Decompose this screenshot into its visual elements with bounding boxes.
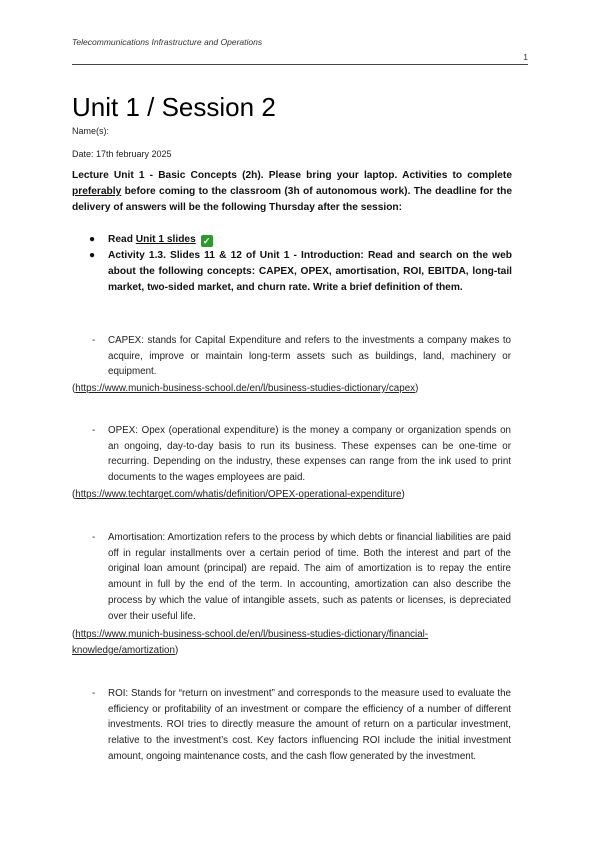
dash-marker: - bbox=[92, 425, 96, 436]
bullet-read-slides bbox=[89, 232, 512, 248]
date-line: Date: 17th february 2025 bbox=[72, 149, 172, 159]
intro-part1: Lecture Unit 1 - Basic Concepts (2h). Please bring your laptop. Activities to complete bbox=[72, 170, 512, 181]
page-title: Unit 1 / Session 2 bbox=[72, 92, 276, 122]
header-rule bbox=[72, 64, 528, 65]
source-link-opex[interactable]: https://www.techtarget.com/whatis/definition/OPEX-operational-expenditure bbox=[75, 489, 402, 500]
bullet-dot-icon: ● bbox=[89, 250, 96, 261]
bullet-read-prefix: Read bbox=[108, 234, 136, 245]
definition-text: OPEX: Opex (operational expenditure) is the money a company or organization spends on an ongoing, day-to-day basis to run its business. These expenses can be one-time or recurring. Depending on the industry, these expenses can range from the ink used to print documents to the wages employees are paid. bbox=[108, 425, 511, 484]
source-link-amortisation[interactable]: https://www.munich-business-school.de/en/l/business-studies-dictionary/financial-knowledge/amortization bbox=[72, 629, 429, 656]
intro-emphasis: preferably bbox=[72, 186, 122, 197]
definition-roi bbox=[92, 686, 511, 765]
source-opex: (https://www.techtarget.com/whatis/definition/OPEX-operational-expenditure) bbox=[72, 489, 405, 500]
source-capex: (https://www.munich-business-school.de/en/l/business-studies-dictionary/capex) bbox=[72, 383, 419, 394]
names-label: Name(s): bbox=[72, 126, 110, 136]
definition-text: ROI: Stands for “return on investment” and corresponds to the measure used to evaluate the efficiency or profitability of an investment or compare the efficiency of a number of different investments. ROI tries to directly measure the amount of return on a particular investment, relative to the investment’s cost. Key factors influencing ROI include the initial investment amount, ongoing maintenance costs, and the cash flow generated by the investment. bbox=[108, 688, 511, 762]
definition-opex bbox=[92, 423, 511, 486]
definition-capex bbox=[92, 333, 511, 380]
source-link-capex[interactable]: https://www.munich-business-school.de/en/l/business-studies-dictionary/capex bbox=[75, 383, 416, 394]
definition-text: CAPEX: stands for Capital Expenditure and refers to the investments a company makes to acquire, improve or maintain long-term assets such as buildings, land, machinery or equipment. bbox=[108, 335, 511, 378]
definition-text: Amortisation: Amortization refers to the process by which debts or financial liabilities are paid off in regular installments over a certain period of time. Both the interest and part of the original loan amount (principal) are repaid. The aim of amortization is to repay the entire amount in full by the end of the term. In accounting, amortization can also describe the process by which the value of intangible assets, such as patents or licenses, is depreciated over their useful life. bbox=[108, 532, 511, 622]
intro-paragraph bbox=[72, 168, 512, 216]
dash-marker: - bbox=[92, 532, 96, 543]
unit1-slides-link[interactable]: Unit 1 slides bbox=[135, 234, 196, 245]
bullet-activity bbox=[89, 248, 512, 296]
dash-marker: - bbox=[92, 335, 96, 346]
source-amortisation: (https://www.munich-business-school.de/en/l/business-studies-dictionary/financial-knowledge/amortization) bbox=[72, 629, 429, 656]
page-number: 1 bbox=[523, 52, 528, 62]
dash-marker: - bbox=[92, 688, 96, 699]
definition-amortisation bbox=[92, 530, 511, 624]
running-header: Telecommunications Infrastructure and Operations bbox=[72, 37, 263, 47]
intro-part2: before coming to the classroom (3h of autonomous work). The deadline for the delivery of answers will be the following Thursday after the session: bbox=[72, 186, 512, 213]
check-mark-icon: ✓ bbox=[201, 235, 213, 247]
bullet-dot-icon: ● bbox=[89, 234, 96, 245]
activity-text: Activity 1.3. Slides 11 & 12 of Unit 1 - Introduction: Read and search on the web about the following concepts: CAPEX, OPEX, amortisation, ROI, EBITDA, long-tail market, two-sided market, and churn rate. Write a brief definition of them. bbox=[108, 250, 512, 293]
